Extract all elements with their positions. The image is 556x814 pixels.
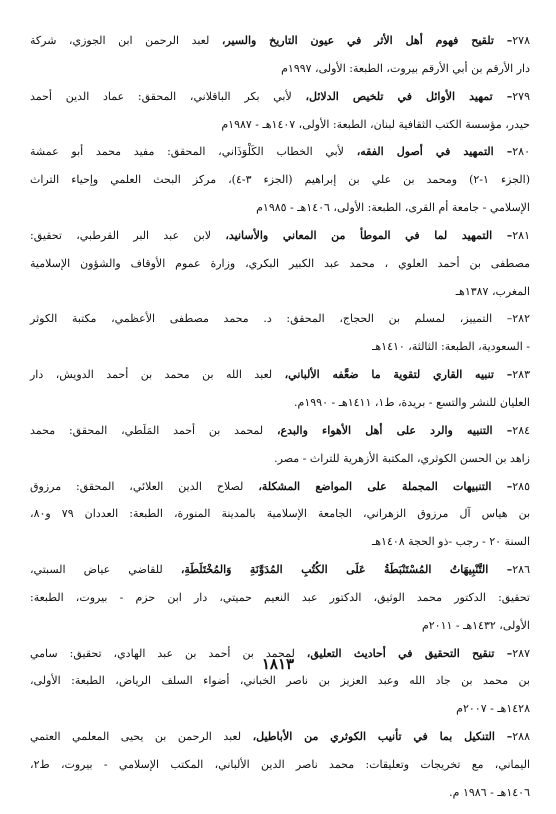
entry-line: الأولى، ١٤٣٢هـ - ٢٠١١م (421, 618, 530, 632)
entry-number: ٢٨٤ (512, 423, 531, 437)
bibliography-entry-283 (30, 368, 530, 409)
entry-line: ١٤٢٨هـ - ٢٠٠٧م (456, 702, 530, 716)
entry-line: مصطفى بن أحمد العلوي ، محمد عبد الكبير البكري، وزارة عموم الأوقاف والشؤون الإسلامية (30, 256, 530, 270)
entry-text: لمحمد بن أحمد المَلَطي، المحقق: محمد (30, 423, 277, 437)
entry-line: الإسلامي - جامعة أم القرى، الطبعة: الأولى، ١٤٠٦هـ - ١٩٨٥م (256, 201, 530, 215)
entry-number: ٢٨٠ (512, 145, 530, 159)
entry-title: – التمهيد في أصول الفقه، (356, 145, 513, 159)
entry-line: بن هياس آل مرزوق الزهراني، الجامعة الإسلامية بالمدينة المنورة، الطبعة: العددان ٧٩ و٨٠، (30, 507, 531, 521)
entry-text: لصلاح الدين العلائي، المحقق: مرزوق (30, 479, 259, 493)
entry-text: لأبي بكر الباقلاني، المحقق: عماد الدين أحمد (30, 89, 306, 103)
entry-text: لابن عبد البر القرطبي، تحقيق: (30, 228, 226, 242)
entry-line (30, 90, 530, 104)
bibliography-entry-286 (30, 563, 530, 632)
entry-line: (الجزء ١-٢) ومحمد بن علي بن إبراهيم (الجزء ٣-٤)، مركز البحث العلمي وإحياء التراث (30, 173, 530, 187)
entry-title: – التمهيد لما في الموطأ من المعاني والأسانيد، (225, 228, 513, 242)
entry-line (30, 145, 530, 159)
entry-line (30, 229, 530, 243)
entry-line (30, 563, 530, 577)
entry-title: – تمهيد الأوائل في تلخيص الدلائل، (305, 89, 513, 103)
entry-number: ٢٨٥ (512, 479, 530, 493)
entry-line: - السعودية، الطبعة: الثالثة، ١٤١٠هـ (372, 340, 530, 354)
entry-number: ٢٨٣ (512, 368, 530, 382)
bibliography-entry-284 (30, 424, 530, 465)
entry-text: لعبد الرحمن بن يحيى المعلمي العتمي (30, 730, 253, 744)
entry-title: – التنبيه والرد على أهل الأهواء والبدع، (276, 423, 513, 437)
entry-number: ٢٨٨ (512, 730, 530, 744)
bibliography-entry-279 (30, 90, 530, 131)
entry-title: – التنكيل بما في تأنيب الكوثري من الأباطيل، (252, 730, 513, 744)
entry-line: اليماني، مع تخريجات وتعليقات: محمد ناصر الدين الألباني، المكتب الإسلامي - بيروت، ط٢، (30, 757, 530, 771)
entry-line: دار الأرقم بن أبي الأرقم بيروت، الطبعة: الأولى، ١٩٩٧م (281, 61, 530, 75)
entry-number: ٢٨١ (512, 228, 530, 242)
entry-line: ١٤٠٦هـ - ١٩٨٦ م. (449, 785, 530, 799)
bibliography-entry-282 (30, 312, 530, 353)
entry-line: تحقيق: الدكتور محمد الوثيق، الدكتور عبد النعيم حميتي، دار ابن حزم - بيروت، الطبعة: (30, 590, 530, 604)
bibliography-entry-288 (30, 730, 530, 799)
bibliography-entry-281 (30, 229, 530, 298)
entry-line (30, 424, 530, 438)
page-number: ١٨١٣ (261, 655, 295, 673)
entry-number: ٢٨٢ (512, 312, 530, 326)
entry-line: بن محمد بن جاد الله وعبد العزيز بن ناصر الخباني، أضواء السلف الرياض، الطبعة: الأولى، (30, 674, 530, 688)
bibliography-entry-278 (30, 34, 530, 75)
entry-text: لعبد الرحمن ابن الجوزي، شركة (30, 34, 222, 47)
entry-number: ٢٨٦ (512, 563, 530, 577)
entry-line (30, 730, 530, 744)
entry-text: – التمييز، لمسلم بن الحجاج، المحقق: د. محمد مصطفى الأعظمي، مكتبة الكوثر (30, 312, 513, 326)
entry-line: المغرب، ١٣٨٧هـ (455, 284, 530, 298)
entry-text: لأبي الخطاب الكَلْوَذَاني، المحقق: مفيد محمد أبو عمشة (30, 145, 357, 159)
entry-title: – تلقيح فهوم أهل الأثر في عيون التاريخ والسير، (221, 34, 513, 47)
entry-number: ٢٧٩ (512, 89, 530, 103)
entry-text: لمحمد بن أحمد بن عبد الهادي، تحقيق: سامي (30, 646, 307, 660)
entry-line: السنة ٢٠ - رجب -ذو الحجة ١٤٠٨هـ (372, 535, 530, 549)
entry-line (30, 368, 530, 382)
bibliography-page (30, 34, 530, 814)
entry-line: حيدر، مؤسسة الكتب الثقافية لبنان، الطبعة: الأولى، ١٤٠٧هـ - ١٩٨٧م (221, 117, 530, 131)
entry-number: ٢٨٧ (512, 646, 530, 660)
entry-number: ٢٧٨ (512, 34, 530, 47)
entry-line: زاهد بن الحسن الكوثري، المكتبة الأزهرية للتراث - مصر. (274, 451, 530, 465)
bibliography-entry-280 (30, 145, 530, 214)
bibliography-entry-285 (30, 480, 530, 549)
entry-text: للقاضي عياض السبتي، (30, 563, 181, 577)
entry-title: – تنقيح التحقيق في أحاديث التعليق، (306, 646, 513, 660)
entry-title: – التنبيهات المجملة على المواضع المشكلة، (258, 479, 513, 493)
entry-line: العليان للنشر والتسع - بريدة، ط١، ١٤١١هـ - ١٩٩٠م. (294, 395, 530, 409)
entry-title: – التَّنْبِيهَاتُ المُسْتَنْبَطَةُ عَلَى الكُتُبِ المُدَوَّنَةِ وَالمُخْتَلَطَةِ، (180, 563, 513, 577)
entry-line (30, 312, 530, 326)
entry-line (30, 34, 530, 48)
entry-line (30, 480, 530, 494)
entry-text: لعبد الله بن محمد بن أحمد الدويش، دار (30, 368, 285, 382)
entry-title: – تنبيه القاري لتقوية ما ضعَّفه الألباني، (284, 368, 513, 382)
